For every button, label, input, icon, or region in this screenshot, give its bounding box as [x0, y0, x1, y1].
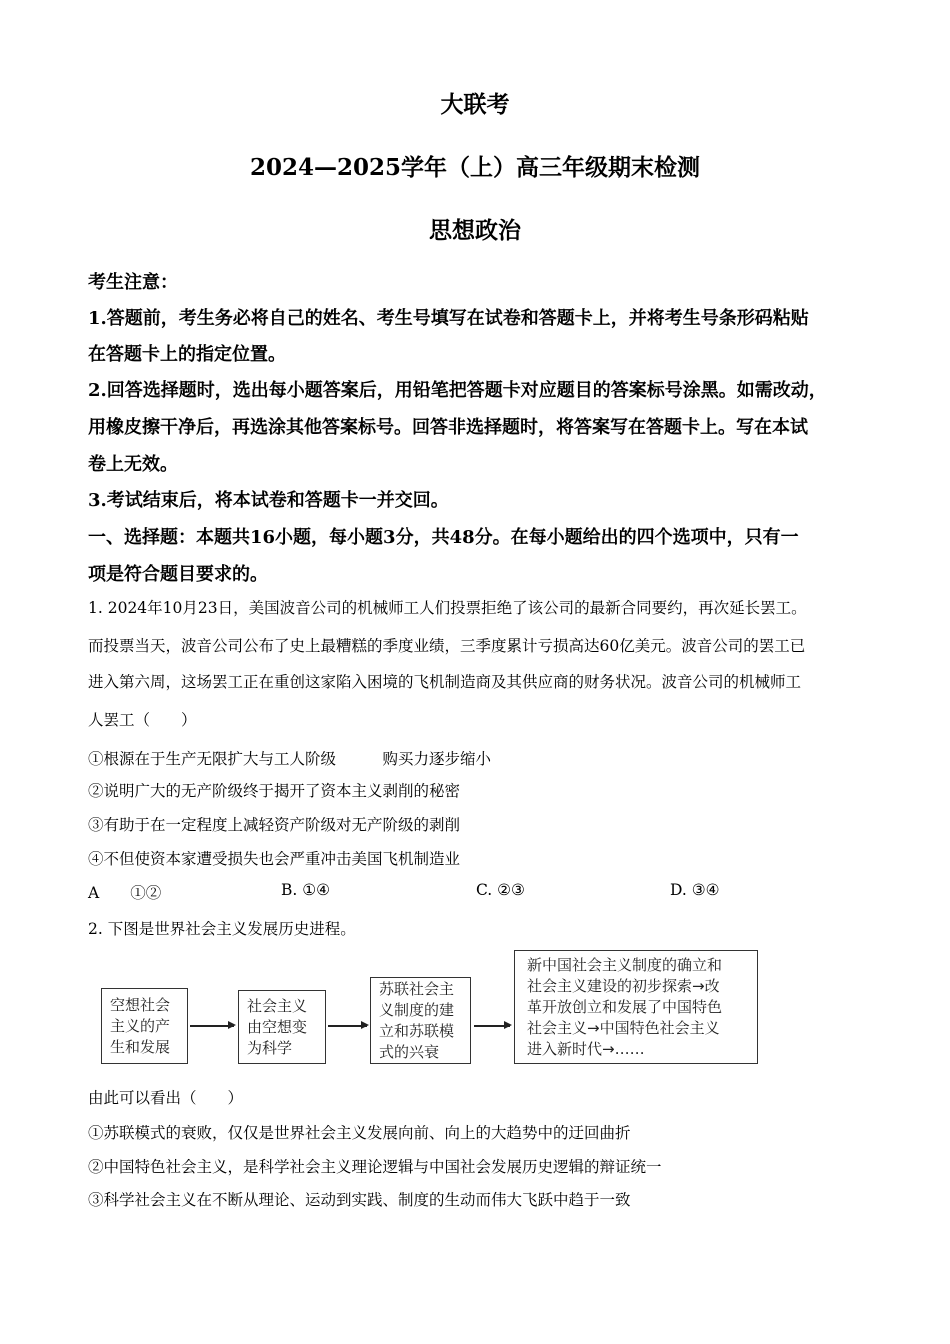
q1-stem: 1. 2024年10月23日，美国波音公司的机械师工人们投票拒绝了该公司的最新合同要约，再次延长罢工。: [88, 599, 807, 617]
diagram-text: 社会主义: [247, 996, 308, 1015]
q2-question: 由此可以看出（ ）: [88, 1089, 244, 1107]
diagram-text: 式的兴衰: [379, 1042, 440, 1061]
arrow-icon: [328, 1025, 367, 1027]
q1-statement: ①根源在于生产无限扩大与工人阶级 购买力逐步缩小: [88, 750, 492, 768]
diagram-text: 生和发展: [110, 1037, 171, 1056]
q1-stem: 人罢工（ ）: [88, 711, 197, 729]
notice-line: 3.考试结束后，将本试卷和答题卡一并交回。: [88, 490, 449, 511]
diagram-text: 主义的产: [110, 1016, 171, 1035]
q1-choice-a: A ①②: [88, 884, 162, 902]
diagram-text: 空想社会: [110, 995, 171, 1014]
q2-statement: ①苏联模式的衰败，仅仅是世界社会主义发展向前、向上的大趋势中的迂回曲折: [88, 1124, 631, 1142]
notice-line: 用橡皮擦干净后，再选涂其他答案标号。回答非选择题时，将答案写在答题卡上。写在本试: [88, 417, 808, 438]
notice-line: 1.答题前，考生务必将自己的姓名、考生号填写在试卷和答题卡上，并将考生号条形码粘贴: [88, 308, 809, 329]
notice-line: 2.回答选择题时，选出每小题答案后，用铅笔把答题卡对应题目的答案标号涂黑。如需改动，: [88, 380, 827, 401]
q1-statement: ②说明广大的无产阶级终于揭开了资本主义剥削的秘密: [88, 782, 461, 800]
notice-line: 卷上无效。: [88, 454, 178, 475]
exam-subject: 思想政治: [429, 217, 521, 244]
section-heading: 项是符合题目要求的。: [88, 564, 268, 585]
diagram-text: 由空想变: [247, 1017, 308, 1036]
notice-title: 考生注意：: [88, 272, 178, 293]
diagram-box-china: [514, 950, 758, 1064]
diagram-box-soviet: [370, 977, 471, 1064]
diagram-text: 苏联社会主: [379, 979, 455, 998]
arrow-icon: [474, 1025, 510, 1027]
section-heading: 一、选择题：本题共16小题，每小题3分，共48分。在每小题给出的四个选项中，只有一: [88, 527, 799, 548]
notice-line: 在答题卡上的指定位置。: [88, 344, 286, 365]
diagram-text: 进入新时代→……: [527, 1039, 645, 1058]
diagram-text: 社会主义→中国特色社会主义: [527, 1018, 720, 1037]
q1-choice-c: C. ②③: [476, 881, 525, 899]
diagram-box-scientific: [238, 990, 326, 1064]
q2-statement: ③科学社会主义在不断从理论、运动到实践、制度的生动而伟大飞跃中趋于一致: [88, 1191, 631, 1209]
q1-statement: ④不但使资本家遭受损失也会严重冲击美国飞机制造业: [88, 850, 461, 868]
q1-stem: 进入第六周，这场罢工正在重创这家陷入困境的飞机制造商及其供应商的财务状况。波音公司的机械师工: [88, 673, 802, 691]
q2-stem: 2. 下图是世界社会主义发展历史进程。: [88, 920, 356, 938]
q1-stem: 而投票当天，波音公司公布了史上最糟糕的季度业绩，三季度累计亏损高达60亿美元。波音公司的罢工已: [88, 637, 806, 655]
q1-choice-b: B. ①④: [281, 881, 331, 899]
arrow-icon: [190, 1025, 234, 1027]
q1-choice-d: D. ③④: [670, 881, 720, 899]
diagram-text: 社会主义建设的初步探索→改: [527, 976, 720, 995]
exam-term: 2024—2025学年（上）高三年级期末检测: [249, 154, 701, 181]
diagram-box-utopian: [101, 988, 188, 1064]
diagram-text: 为科学: [247, 1038, 293, 1057]
diagram-text: 新中国社会主义制度的确立和: [527, 955, 723, 974]
diagram-text: 立和苏联模: [379, 1021, 455, 1040]
diagram-text: 革开放创立和发展了中国特色: [527, 997, 723, 1016]
q2-statement: ②中国特色社会主义，是科学社会主义理论逻辑与中国社会发展历史逻辑的辩证统一: [88, 1158, 662, 1176]
q1-statement: ③有助于在一定程度上减轻资产阶级对无产阶级的剥削: [88, 816, 461, 834]
exam-name: 大联考: [440, 91, 510, 118]
diagram-text: 义制度的建: [379, 1000, 455, 1019]
